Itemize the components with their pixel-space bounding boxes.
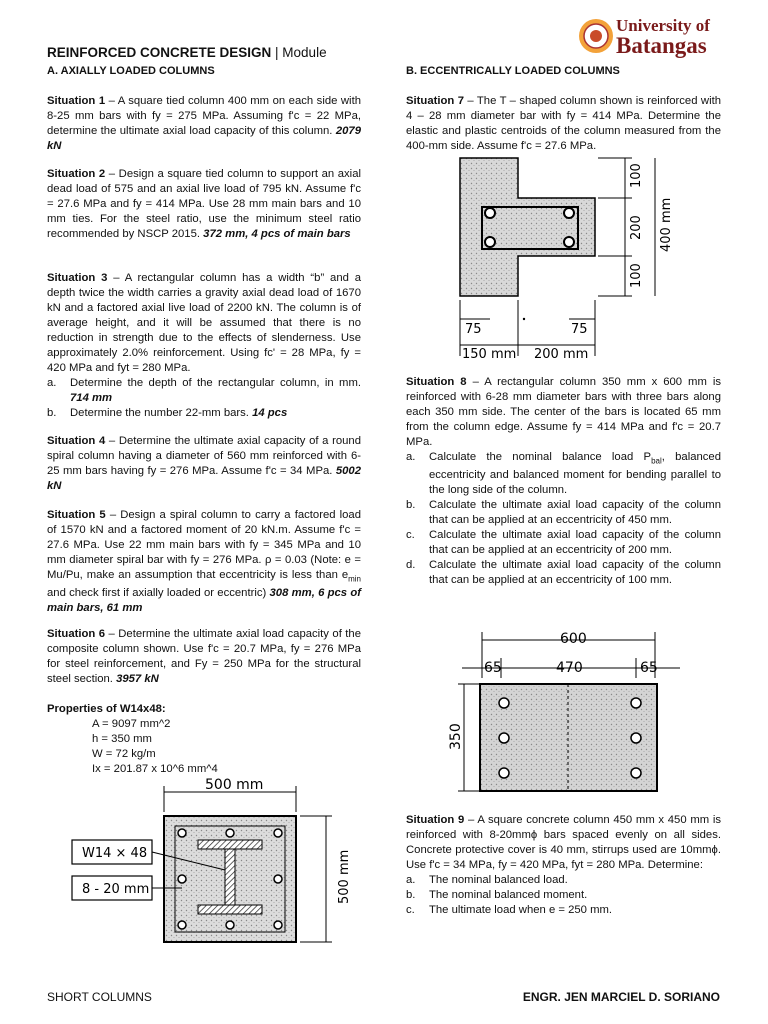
situation-label: Situation 5: [47, 509, 106, 521]
item-answer: 714 mm: [70, 392, 113, 404]
logo-line1: University of: [616, 16, 710, 35]
dim-label: 150 mm: [462, 347, 517, 362]
t-shaped-column-figure: [440, 152, 690, 362]
w14x48-properties: [47, 702, 361, 777]
situation-label: Situation 7: [406, 95, 465, 107]
list-text: The ultimate load when e = 250 mm.: [429, 904, 613, 916]
situation-8: [406, 375, 721, 588]
list-text: [70, 406, 361, 421]
situation-label: Situation 9: [406, 814, 465, 826]
dim-label: 470: [556, 660, 583, 676]
dim-label: 65: [484, 660, 502, 676]
situation-text: – Design a spiral column to carry a factored load of 1570 kN and a factored moment of 20 kN.m. Assume f'c = 27.6 MPa. Use 22 mm main bars with fy = 345 MPa and 10 mm diameter spiral bar with fy = 276 MPa. ρ = 0.03 (Note: e = Mu/Pu, make an assumption that eccentricity is less than e: [47, 509, 361, 581]
rebar: [178, 921, 186, 929]
item-text-cont: , balanced eccentricity and balanced moment for bending parallel to the long side of the column.: [429, 451, 721, 497]
situation-label: Situation 8: [406, 376, 467, 388]
list-text: Calculate the ultimate axial load capacity of the column that can be applied at an eccentricity of 450 mm.: [429, 499, 721, 527]
situation-label: Situation 4: [47, 435, 106, 447]
composite-column-figure: [60, 774, 360, 946]
situation-text-cont: and check first if axially loaded or eccentric): [47, 587, 270, 600]
section-a-heading: A. AXIALLY LOADED COLUMNS: [47, 65, 215, 77]
list-text: [70, 376, 361, 406]
list-text: The nominal balanced load.: [429, 874, 568, 886]
list-item: [406, 903, 721, 918]
rebar: [274, 829, 282, 837]
situation-text: – Determine the ultimate axial capacity of a round spiral column having a diameter of 560 mm reinforced with 6-25 mm bars having fy = 276 MPa. Assume f'c = 34 MPa.: [47, 435, 361, 477]
rebar: [485, 237, 495, 247]
list-item: [406, 498, 721, 528]
list-marker: b.: [47, 407, 57, 419]
situation-label: Situation 1: [47, 95, 106, 107]
list-item: [406, 528, 721, 558]
title-separator: |: [271, 45, 283, 60]
situation-5: [47, 508, 361, 616]
rebar: [564, 208, 574, 218]
property-line: A = 9097 mm^2: [92, 718, 171, 730]
rebar: [499, 698, 509, 708]
situation-text: – A rectangular column 350 mm x 600 mm is reinforced with 6-28 mm diameter bars with three bars along each 350 mm side. The center of the bars is located 65 mm from the column edge. Assume fy = 414 MPa and f'c = 20.7 MPa.: [406, 376, 721, 448]
dim-label: 65: [640, 660, 658, 676]
dim-label: 200 mm: [534, 347, 589, 362]
situation-answer: 3957 kN: [116, 673, 159, 685]
property-line: h = 350 mm: [92, 733, 152, 745]
t-section: [460, 158, 595, 296]
situation-label: Situation 3: [47, 272, 108, 284]
situation-7: [406, 94, 721, 154]
situation-text: – A square concrete column 450 mm x 450 mm is reinforced with 8-20mmϕ bars spaced evenly on all sides. Concrete protective cover is 40 mm, stirrups used are 10mmϕ. Use f'c = 34 MPa, fy = 420 MPa, fyt = 280 MPa. Determine:: [406, 814, 721, 871]
item-text: Calculate the nominal balance load P: [429, 451, 652, 463]
logo-line2: Batangas: [616, 33, 707, 58]
item-text: Determine the depth of the rectangular column, in mm.: [70, 377, 361, 389]
situation-label: Situation 6: [47, 628, 106, 640]
subscript: bal: [651, 456, 662, 466]
callout-label-2: 8 - 20 mm: [82, 882, 150, 897]
list-text: Calculate the ultimate axial load capacity of the column that can be applied at an eccentricity of 100 mm.: [429, 559, 721, 587]
list-text: Calculate the ultimate axial load capacity of the column that can be applied at an eccentricity of 200 mm.: [429, 529, 721, 557]
university-logo: [578, 14, 728, 62]
dim-label: 100: [629, 163, 644, 188]
situation-label: Situation 2: [47, 168, 106, 180]
section-b-heading: B. ECCENTRICALLY LOADED COLUMNS: [406, 65, 620, 77]
rebar: [226, 829, 234, 837]
situation-answer: 2079 kN: [47, 125, 361, 152]
dim-label: 75: [465, 322, 482, 337]
rebar: [499, 733, 509, 743]
situation-text: – The T – shaped column shown is reinforced with 4 – 28 mm diameter bar with fy = 414 MPa. Determine the elastic and plastic centroids of the column measured from the 400-mm side. Assume f'c = 27.6 MPa.: [406, 95, 721, 152]
dim-label: 100: [629, 263, 644, 288]
steel-web: [225, 849, 235, 905]
list-marker: c.: [406, 529, 415, 542]
list-item: [47, 376, 361, 406]
rebar: [631, 733, 641, 743]
dim-label: 600: [560, 631, 587, 647]
list-text: [429, 450, 721, 498]
properties-title: Properties of W14x48:: [47, 703, 166, 715]
steel-flange-bottom: [198, 905, 262, 914]
list-item: [406, 450, 721, 498]
situation-3: [47, 271, 361, 421]
university-seal-icon: [578, 18, 614, 54]
property-line: W = 72 kg/m: [92, 748, 156, 760]
list-item: [406, 873, 721, 888]
rebar: [274, 921, 282, 929]
situation-6: [47, 627, 361, 687]
list-marker: c.: [406, 904, 415, 916]
dim-label: 200: [629, 215, 644, 240]
rebar: [274, 875, 282, 883]
situation-2: [47, 167, 361, 242]
dim-label: 75: [571, 322, 588, 337]
situation-text: – A square tied column 400 mm on each side with 8-25 mm bars with fy = 275 MPa. Assuming f'c = 22 MPa, determine the ultimate axial load capacity of this column.: [47, 95, 361, 137]
dim-label: 400 mm: [659, 197, 674, 252]
situation-9: [406, 813, 721, 918]
situation-answer: 308 mm, 6 pcs of main bars, 61 mm: [47, 587, 361, 615]
list-item: [47, 406, 361, 421]
list-marker: b.: [406, 889, 416, 901]
situation-text: – A rectangular column has a width “b” and a depth twice the width carries a gravity axial dead load of 1670 kN and a factored axial live load of 2200 kN. The column is of average height, and it will be assumed that there is no reduction in strength due to the effects of slenderness. Use approximately 2.0% reinforcement. Using fc' = 28 MPa, fy = 420 MPa and fyt = 280 MPa.: [47, 272, 361, 374]
rebar: [631, 698, 641, 708]
list-item: [406, 558, 721, 588]
rebar: [178, 829, 186, 837]
item-text: Determine the number 22-mm bars.: [70, 407, 253, 419]
rebar: [485, 208, 495, 218]
situation-answer: 372 mm, 4 pcs of main bars: [203, 228, 351, 240]
situation-1: [47, 94, 361, 154]
steel-flange-top: [198, 840, 262, 849]
callout-label-1: W14 × 48: [82, 846, 148, 861]
dim-side-label: 500 mm: [337, 849, 352, 904]
rebar: [226, 921, 234, 929]
rebar: [564, 237, 574, 247]
list-marker: a.: [47, 377, 57, 389]
dim-label: 350: [448, 723, 464, 750]
situation-4: [47, 434, 361, 494]
dim-top-label: 500 mm: [205, 777, 264, 793]
list-marker: a.: [406, 451, 416, 463]
situation-answer: 5002 kN: [47, 465, 361, 492]
list-text: The nominal balanced moment.: [429, 889, 588, 901]
footer-right: ENGR. JEN MARCIEL D. SORIANO: [522, 990, 720, 1004]
property-line: Ix = 201.87 x 10^6 mm^4: [92, 763, 218, 775]
centroid-dot: [523, 318, 525, 320]
rectangular-column-figure: [440, 628, 700, 798]
list-marker: a.: [406, 874, 416, 886]
rebar: [631, 768, 641, 778]
subscript: min: [348, 574, 361, 584]
list-item: [406, 888, 721, 903]
list-marker: b.: [406, 499, 416, 512]
title-bold: REINFORCED CONCRETE DESIGN: [47, 45, 272, 60]
rebar: [499, 768, 509, 778]
situation-text: – Design a square tied column to support an axial dead load of 575 and an axial live load of 795 kN. Assume f'c = 27.6 MPa and fy = 414 MPa. Use 28 mm main bars and 10 mm ties. For the steel ratio, use the minimum steel ratio recommended by NSCP 2015.: [47, 168, 361, 240]
page-title: [47, 45, 327, 60]
item-answer: 14 pcs: [252, 407, 288, 419]
title-rest: Module: [282, 45, 327, 60]
situation-text: – Determine the ultimate axial load capacity of the composite column shown. Use f'c = 20.7 MPa, fy = 276 MPa for steel reinforcement, and Fy = 250 MPa for the structural steel section.: [47, 628, 361, 685]
footer-left: SHORT COLUMNS: [47, 990, 152, 1004]
list-marker: d.: [406, 559, 416, 572]
rebar: [178, 875, 186, 883]
